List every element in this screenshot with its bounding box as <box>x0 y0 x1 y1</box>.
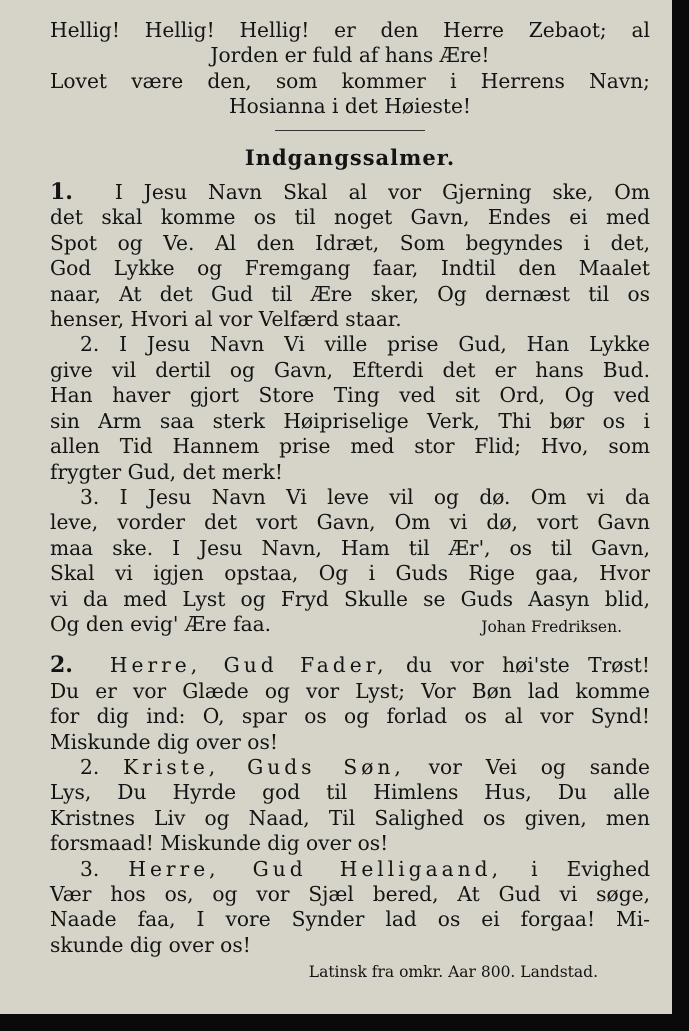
hymn-text: I Jesu Navn Skal al vor Gjerning ske, Om <box>114 180 650 205</box>
hymn-address: Herre, Gud Helligaand, <box>128 856 503 881</box>
hymn-text: du vor høi'ste Trøst! <box>406 653 650 678</box>
verse-number: 3. <box>80 856 100 881</box>
doxology-line: Jorden er fuld af hans Ære! <box>210 43 490 68</box>
hymn-line <box>50 653 650 678</box>
hymn-line: sin Arm saa sterk Høipriselige Verk, Thi bør os i <box>50 408 650 433</box>
hymn-address: Kriste, Guds Søn, <box>123 754 405 779</box>
hymn-line: give vil dertil og Gavn, Efterdi det er hans Bud. <box>50 357 650 382</box>
hymn-line: leve, vorder det vort Gavn, Om vi dø, vort Gavn <box>50 510 650 535</box>
hymn-1 <box>50 180 650 637</box>
hymn-text: i Evighed <box>531 856 651 881</box>
hymn-line: Miskunde dig over os! <box>50 729 278 754</box>
doxology-line: Hosianna i det Høieste! <box>228 94 472 119</box>
hymn-line: Du er vor Glæde og vor Lyst; Vor Bøn lad komme <box>50 678 650 703</box>
hymn-line: Lys, Du Hyrde god til Himlens Hus, Du alle <box>50 780 650 805</box>
hymn-line: naar, At det Gud til Ære sker, Og dernæst til os <box>50 281 650 306</box>
hymn-line: henser, Hvori al vor Velfærd staar. <box>50 307 402 332</box>
hymn-line: for dig ind: O, spar os og forlad os al vor Synd! <box>50 704 650 729</box>
hymn-address: Herre, Gud Fader, <box>109 653 388 678</box>
hymn-number: 1. <box>50 179 73 206</box>
hymn-line: maa ske. I Jesu Navn, Ham til Ær', os til Gavn, <box>50 535 650 560</box>
hymn-line <box>50 612 650 637</box>
hymn-line: skunde dig over os! <box>50 932 251 957</box>
hymn-line: Naade faa, I vore Synder lad os ei forgaa! Mi- <box>50 907 650 932</box>
doxology-line: Hellig! Hellig! Hellig! er den Herre Zebaot; al <box>50 18 650 42</box>
hymn-line <box>50 755 650 780</box>
hymn-line: forsmaad! Miskunde dig over os! <box>50 831 389 856</box>
divider-rule <box>275 130 425 131</box>
hymn-author: Johan Fredriksen. <box>481 617 622 636</box>
hymn-line: det skal komme os til noget Gavn, Endes ei med <box>50 205 650 230</box>
hymn-line: 2. I Jesu Navn Vi ville prise Gud, Han Lykke <box>80 332 650 357</box>
hymn-2 <box>50 653 650 985</box>
hymn-line: Vær hos os, og vor Sjæl bered, At Gud vi søge, <box>50 882 650 906</box>
hymn-line: allen Tid Hannem prise med stor Flid; Hvo, som <box>50 434 650 459</box>
doxology-line: Lovet være den, som kommer i Herrens Navn; <box>50 68 650 93</box>
hymn-line: God Lykke og Fremgang faar, Indtil den Maalet <box>50 256 650 281</box>
hymn-line: Han haver gjort Store Ting ved sit Ord, Og ved <box>50 383 650 408</box>
doxology <box>50 18 650 120</box>
hymn-line: Spot og Ve. Al den Idræt, Som begyndes i det, <box>50 230 650 255</box>
hymn-text: vor Vei og sande <box>428 754 650 779</box>
hymn-source: Latinsk fra omkr. Aar 800. Landstad. <box>308 963 598 982</box>
verse-number: 2. <box>80 754 100 779</box>
hymn-line: 3. I Jesu Navn Vi leve vil og dø. Om vi da <box>80 484 650 509</box>
hymn-line <box>50 857 650 882</box>
hymn-line: Skal vi igjen opstaa, Og i Guds Rige gaa, Hvor <box>50 561 650 586</box>
hymn-line: frygter Gud, det merk! <box>50 459 283 484</box>
hymn-text: Og den evig' Ære faa. <box>50 611 272 636</box>
hymn-line <box>50 180 650 205</box>
hymn-line: vi da med Lyst og Fryd Skulle se Guds Aasyn blid, <box>50 586 650 611</box>
hymn-number: 2. <box>50 652 73 679</box>
section-title: Indgangssalmer. <box>244 144 456 170</box>
hymn-line: Kristnes Liv og Naad, Til Salighed os given, men <box>50 805 650 830</box>
